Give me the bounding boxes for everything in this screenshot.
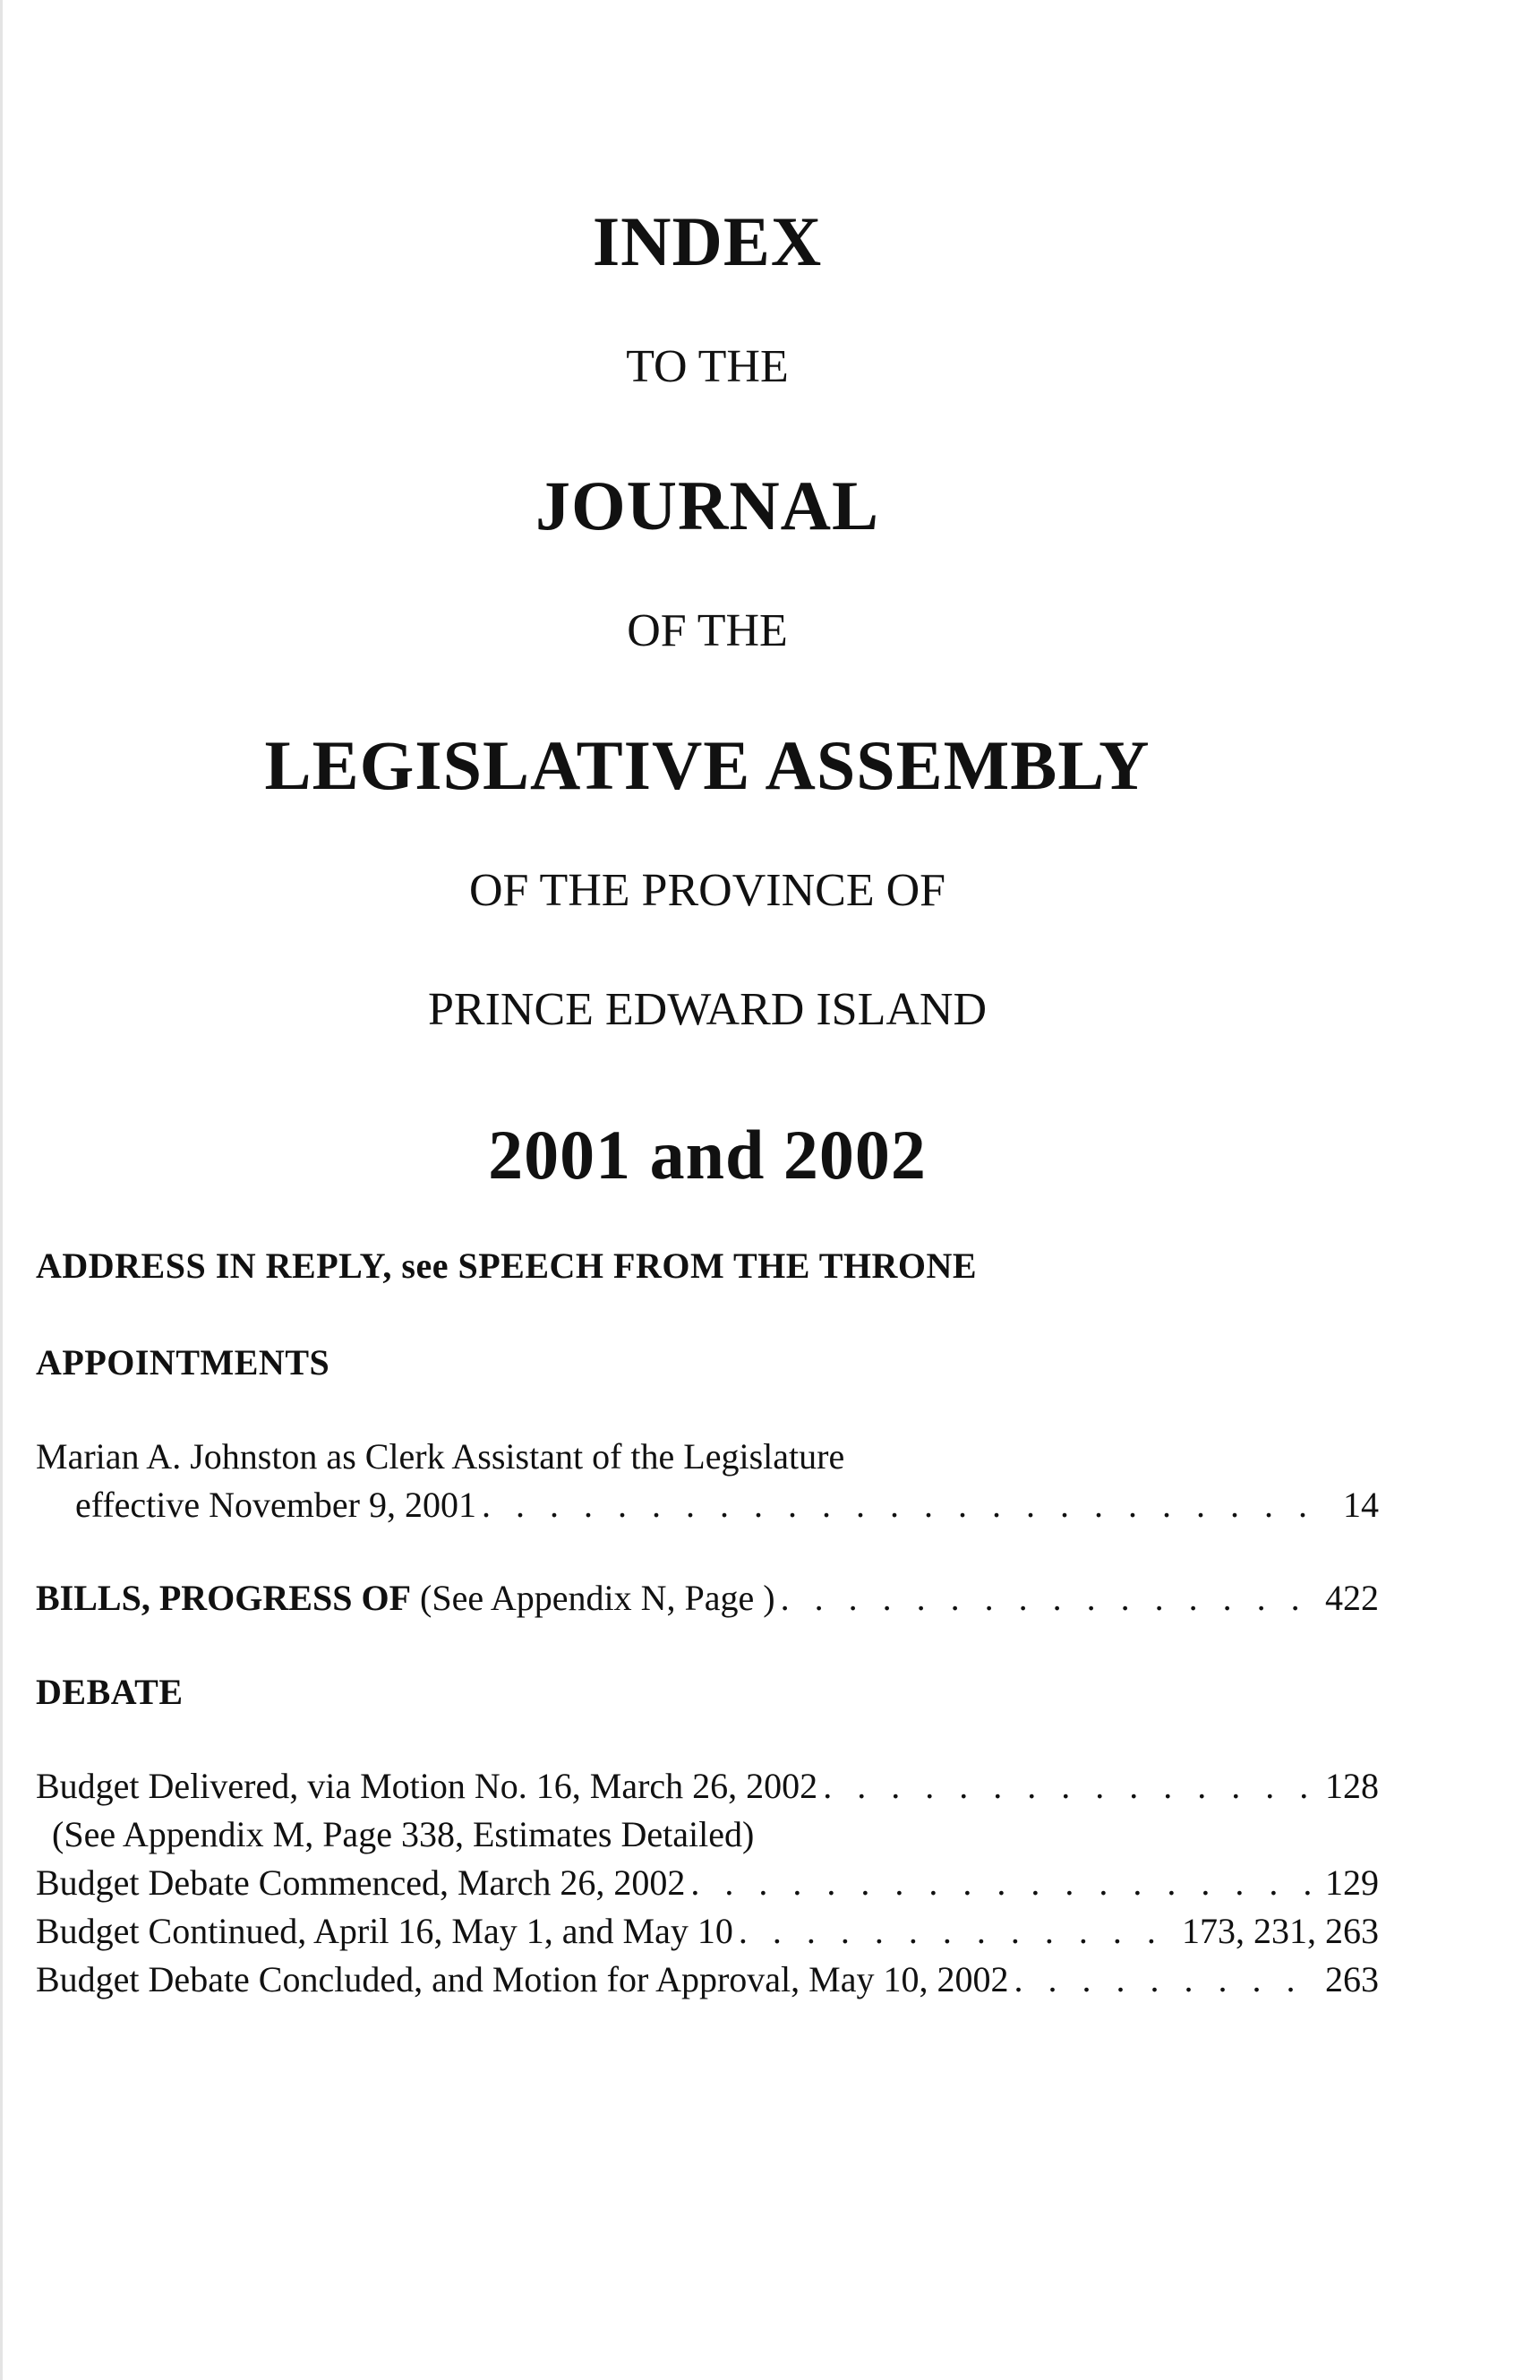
debate-entry bbox=[36, 1762, 1379, 1811]
title-to-the: TO THE bbox=[626, 341, 789, 392]
title-index: INDEX bbox=[592, 202, 823, 280]
title-journal: JOURNAL bbox=[535, 467, 879, 544]
heading-address-in-reply: ADDRESS IN REPLY, see SPEECH FROM THE THRONE bbox=[36, 1246, 978, 1286]
heading-appointments: APPOINTMENTS bbox=[36, 1342, 330, 1383]
debate-entry-text: Budget Delivered, via Motion No. 16, March 26, 2002 bbox=[36, 1766, 818, 1806]
title-years: 2001 and 2002 bbox=[488, 1116, 927, 1194]
leader-dots bbox=[482, 1481, 1320, 1529]
bills-appendix-ref: (See Appendix N, Page ) bbox=[411, 1578, 775, 1618]
debate-entry-page: 263 bbox=[1325, 1959, 1379, 1999]
leader-dots bbox=[739, 1907, 1176, 1956]
bills-entry-text bbox=[36, 1574, 775, 1622]
appointment-entry-line2 bbox=[75, 1481, 1379, 1529]
title-of-the: OF THE bbox=[627, 605, 788, 656]
title-prince-edward-island: PRINCE EDWARD ISLAND bbox=[428, 984, 987, 1035]
debate-entry-text: Budget Debate Commenced, March 26, 2002 bbox=[36, 1862, 686, 1903]
title-legislative-assembly: LEGISLATIVE ASSEMBLY bbox=[264, 726, 1151, 804]
leader-dots bbox=[690, 1859, 1320, 1907]
bills-heading: BILLS, PROGRESS OF bbox=[36, 1578, 412, 1618]
debate-entry-page: 129 bbox=[1325, 1862, 1379, 1903]
debate-entry-page: 173, 231, 263 bbox=[1182, 1911, 1379, 1951]
bills-progress-entry bbox=[36, 1574, 1379, 1622]
bills-entry-page: 422 bbox=[1325, 1578, 1379, 1618]
leader-dots bbox=[781, 1574, 1320, 1622]
appointment-entry-line1: Marian A. Johnston as Clerk Assistant of the Legislature bbox=[36, 1436, 845, 1477]
title-of-the-province-of: OF THE PROVINCE OF bbox=[468, 865, 946, 916]
debate-entry-text: Budget Debate Concluded, and Motion for Approval, May 10, 2002 bbox=[36, 1959, 1009, 1999]
debate-entry-page: 128 bbox=[1325, 1766, 1379, 1806]
debate-entry-text: Budget Continued, April 16, May 1, and May 10 bbox=[36, 1911, 733, 1951]
appointment-entry-text: effective November 9, 2001 bbox=[75, 1485, 476, 1525]
appointment-entry-page: 14 bbox=[1343, 1485, 1379, 1525]
leader-dots bbox=[823, 1762, 1320, 1811]
debate-entry bbox=[36, 1956, 1379, 2004]
debate-entry-note: (See Appendix M, Page 338, Estimates Detailed) bbox=[52, 1814, 755, 1854]
debate-entry bbox=[36, 1907, 1379, 1956]
heading-debate: DEBATE bbox=[36, 1672, 184, 1712]
leader-dots bbox=[1014, 1956, 1320, 2004]
debate-entry bbox=[36, 1859, 1379, 1907]
